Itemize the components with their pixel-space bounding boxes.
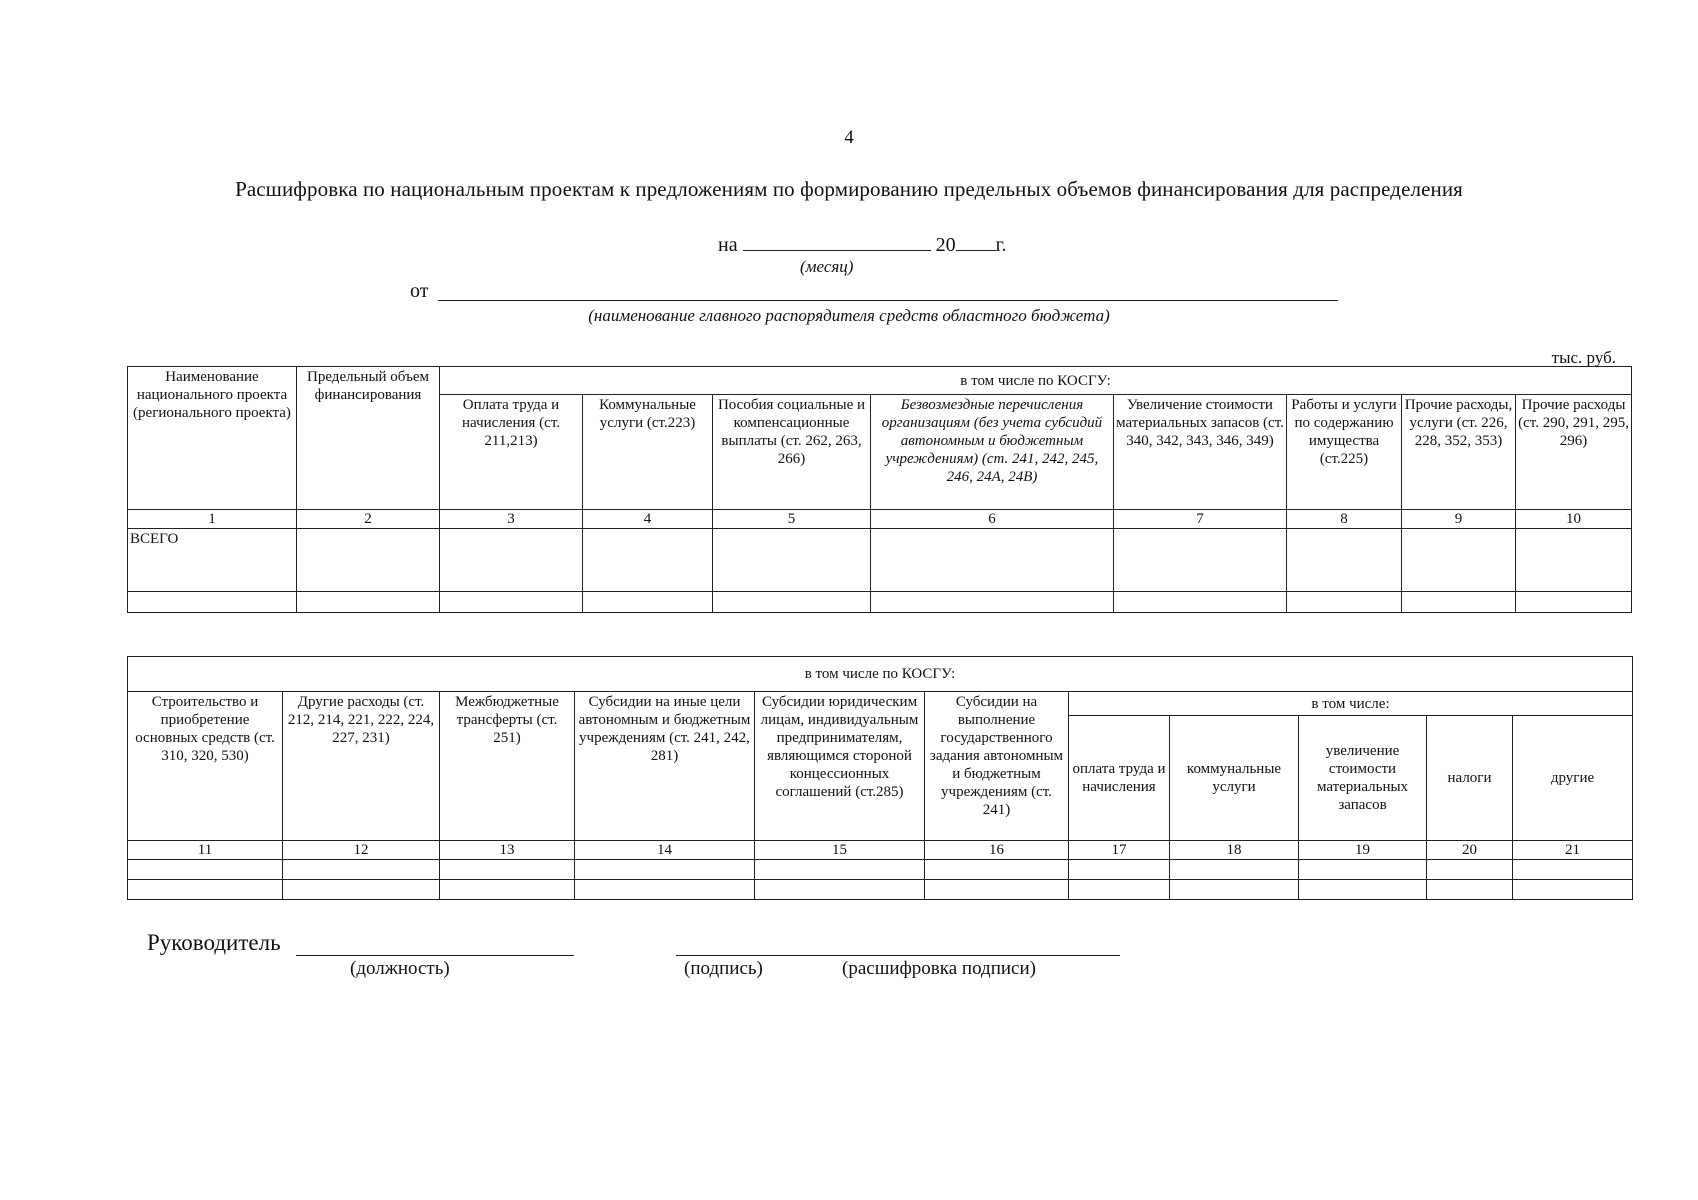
table-cell[interactable] <box>871 529 1114 592</box>
header-col-4: Коммунальные услуги (ст.223) <box>583 395 713 510</box>
table-cell[interactable] <box>1114 592 1287 613</box>
col-number: 21 <box>1513 841 1633 860</box>
table-kosgu-extra <box>127 656 1633 900</box>
table-cell[interactable] <box>925 860 1069 880</box>
col-number: 4 <box>583 510 713 529</box>
document-title: Расшифровка по национальным проектам к предложениям по формированию предельных объемов финансирования для распределения <box>235 177 1463 201</box>
table-cell[interactable] <box>1402 592 1516 613</box>
col-number: 7 <box>1114 510 1287 529</box>
table-cell[interactable] <box>1402 529 1516 592</box>
recipient-prefix: от <box>410 280 429 302</box>
table-kosgu-main <box>127 366 1632 613</box>
table-cell[interactable] <box>440 880 575 900</box>
table-row-total <box>128 529 1632 592</box>
header-col-13: Межбюджетные трансферты (ст. 251) <box>440 692 575 841</box>
col-number: 12 <box>283 841 440 860</box>
header-limit: Предельный объем финансирования <box>297 367 440 510</box>
header-col-6: Безвозмездные перечисления организациям (без учета субсидий автономным и бюджетным учреждениям) (ст. 241, 242, 245, 246, 24А, 24В) <box>871 395 1114 510</box>
table-cell[interactable] <box>283 860 440 880</box>
table-cell[interactable] <box>1170 880 1299 900</box>
header-kosgu-group: в том числе по КОСГУ: <box>440 367 1632 395</box>
year-blank[interactable] <box>956 232 996 251</box>
table-cell[interactable] <box>713 592 871 613</box>
table-cell[interactable] <box>1427 860 1513 880</box>
table-cell[interactable] <box>128 880 283 900</box>
header-col-5: Пособия социальные и компенсационные выплаты (ст. 262, 263, 266) <box>713 395 871 510</box>
col-number: 16 <box>925 841 1069 860</box>
header-col-16: Субсидии на выполнение государственного задания автономным и бюджетным учреждениям (ст. 241) <box>925 692 1069 841</box>
table-cell[interactable] <box>713 529 871 592</box>
header-including: в том числе: <box>1069 692 1633 716</box>
table-cell[interactable] <box>128 860 283 880</box>
table-cell[interactable] <box>1287 529 1402 592</box>
header-col-20: налоги <box>1427 716 1513 841</box>
col-number: 19 <box>1299 841 1427 860</box>
month-blank[interactable] <box>743 232 931 251</box>
col-number: 5 <box>713 510 871 529</box>
col-number: 17 <box>1069 841 1170 860</box>
header-col-8: Работы и услуги по содержанию имущества (ст.225) <box>1287 395 1402 510</box>
table-cell[interactable] <box>440 529 583 592</box>
header-col-15: Субсидии юридическим лицам, индивидуальным предпринимателям, являющимся стороной концессионных соглашений (ст.285) <box>755 692 925 841</box>
col-number: 13 <box>440 841 575 860</box>
col-number: 1 <box>128 510 297 529</box>
table-cell[interactable] <box>297 592 440 613</box>
table-row <box>128 860 1633 880</box>
year-prefix: 20 <box>935 234 956 256</box>
month-hint: (месяц) <box>800 257 854 276</box>
col-number: 14 <box>575 841 755 860</box>
header-col-7: Увеличение стоимости материальных запасов (ст. 340, 342, 343, 346, 349) <box>1114 395 1287 510</box>
table-cell[interactable] <box>1513 880 1633 900</box>
table-row <box>128 592 1632 613</box>
table-cell[interactable] <box>871 592 1114 613</box>
table-cell[interactable] <box>297 529 440 592</box>
table-cell[interactable] <box>440 592 583 613</box>
table-cell[interactable] <box>755 880 925 900</box>
col-number: 10 <box>1516 510 1632 529</box>
header-col-17: оплата труда и начисления <box>1069 716 1170 841</box>
header-project-name: Наименование национального проекта (регионального проекта) <box>128 367 297 510</box>
col-number: 20 <box>1427 841 1513 860</box>
col-number: 15 <box>755 841 925 860</box>
decode-hint: (расшифровка подписи) <box>842 958 1036 979</box>
table-cell[interactable] <box>575 860 755 880</box>
table-cell[interactable] <box>755 860 925 880</box>
header-col-19: увеличение стоимости материальных запасов <box>1299 716 1427 841</box>
col-number: 18 <box>1170 841 1299 860</box>
table-cell[interactable] <box>283 880 440 900</box>
page-number: 4 <box>844 127 854 148</box>
position-blank[interactable] <box>296 955 574 956</box>
header-col-18: коммунальные услуги <box>1170 716 1299 841</box>
table-cell[interactable] <box>583 592 713 613</box>
col-number: 3 <box>440 510 583 529</box>
period-prefix: на <box>718 234 738 256</box>
header-kosgu-group-2: в том числе по КОСГУ: <box>128 657 1633 692</box>
table-cell[interactable] <box>1299 860 1427 880</box>
signature-hint: (подпись) <box>684 958 763 979</box>
units-label: тыс. руб. <box>1551 348 1616 367</box>
table-cell[interactable] <box>1287 592 1402 613</box>
period-line <box>718 232 1007 257</box>
table-cell[interactable] <box>925 880 1069 900</box>
table-cell[interactable] <box>1069 860 1170 880</box>
table-cell[interactable] <box>1069 880 1170 900</box>
signature-blank[interactable] <box>676 955 1120 956</box>
header-col-21: другие <box>1513 716 1633 841</box>
table-cell[interactable] <box>1299 880 1427 900</box>
header-col-14: Субсидии на иные цели автономным и бюджетным учреждениям (ст. 241, 242, 281) <box>575 692 755 841</box>
header-col-9: Прочие расходы, услуги (ст. 226, 228, 352, 353) <box>1402 395 1516 510</box>
table-cell[interactable] <box>1427 880 1513 900</box>
signature-label: Руководитель <box>147 930 281 955</box>
table-cell[interactable] <box>575 880 755 900</box>
table-cell[interactable] <box>1513 860 1633 880</box>
table-cell[interactable] <box>1114 529 1287 592</box>
recipient-hint: (наименование главного распорядителя средств областного бюджета) <box>588 306 1110 325</box>
table-cell[interactable] <box>440 860 575 880</box>
total-label: ВСЕГО <box>128 529 297 592</box>
table-cell[interactable] <box>583 529 713 592</box>
header-col-3: Оплата труда и начисления (ст. 211,213) <box>440 395 583 510</box>
table-cell[interactable] <box>128 592 297 613</box>
position-hint: (должность) <box>350 958 450 979</box>
header-col-10: Прочие расходы (ст. 290, 291, 295, 296) <box>1516 395 1632 510</box>
recipient-blank[interactable] <box>438 300 1338 301</box>
col-number: 6 <box>871 510 1114 529</box>
col-number: 8 <box>1287 510 1402 529</box>
table-cell[interactable] <box>1516 529 1632 592</box>
table-cell[interactable] <box>1170 860 1299 880</box>
col-number: 9 <box>1402 510 1516 529</box>
header-col-12: Другие расходы (ст. 212, 214, 221, 222, 224, 227, 231) <box>283 692 440 841</box>
header-col-11: Строительство и приобретение основных средств (ст. 310, 320, 530) <box>128 692 283 841</box>
col-number: 11 <box>128 841 283 860</box>
table-row <box>128 880 1633 900</box>
col-number: 2 <box>297 510 440 529</box>
year-suffix: г. <box>995 234 1007 256</box>
table-cell[interactable] <box>1516 592 1632 613</box>
